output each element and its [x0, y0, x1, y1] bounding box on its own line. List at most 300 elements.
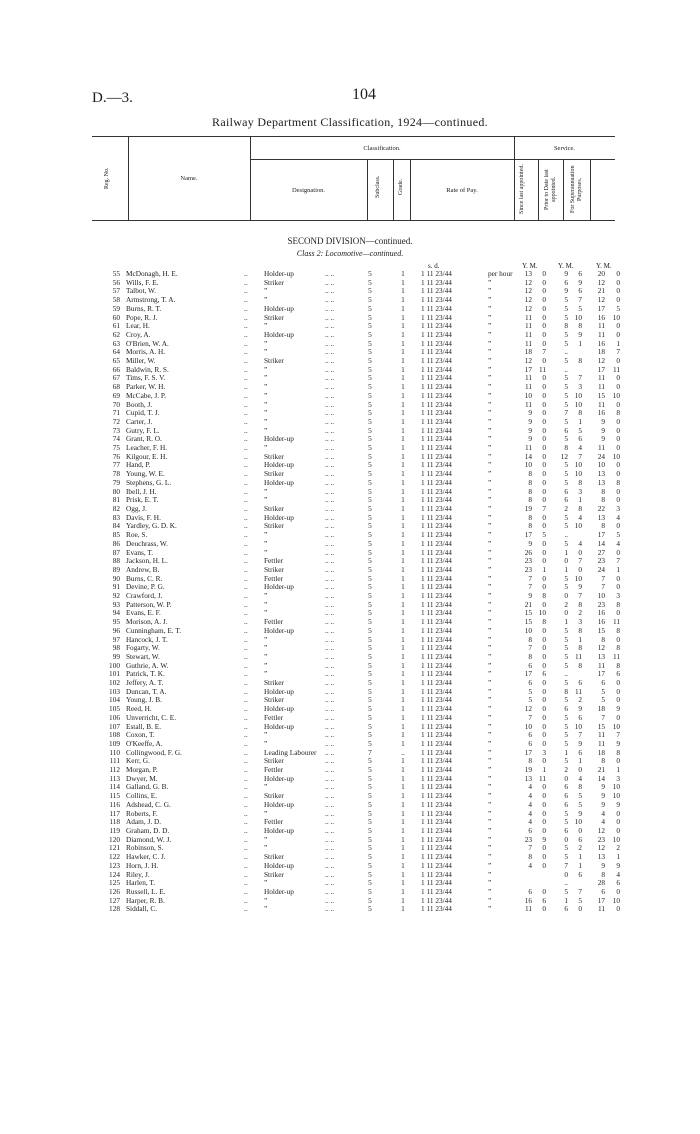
leader-dots: .. — [244, 573, 248, 583]
prior-months-cell: 10 — [574, 469, 582, 479]
super-months-cell: 1 — [616, 338, 620, 348]
reg-no-cell: 95 — [112, 617, 120, 627]
table-row — [0, 583, 700, 592]
leader-dots: .. .. — [325, 817, 335, 827]
prior-years-cell: 6 — [564, 486, 568, 496]
pay-unit-cell: ” — [488, 669, 492, 679]
prior-months-cell: 10 — [574, 573, 582, 583]
leader-dots: .. — [244, 286, 248, 296]
since-months-cell: 0 — [542, 799, 546, 809]
grade-cell: 1 — [401, 495, 405, 505]
prior-years-cell: 5 — [564, 303, 568, 313]
table-row — [0, 418, 700, 427]
prior-months-cell: 4 — [578, 443, 582, 453]
grade-cell: 1 — [401, 451, 405, 461]
super-months-cell: 0 — [616, 416, 620, 426]
designation-cell: Striker — [264, 756, 284, 766]
name-cell: Kilgour, E. H. — [126, 451, 168, 461]
table-row — [0, 270, 700, 279]
prior-years-cell: .. — [564, 530, 568, 540]
super-years-cell: 9 — [601, 791, 605, 801]
rate-of-pay-cell: 1 11 23/44 — [421, 530, 452, 540]
super-months-cell: 10 — [612, 451, 620, 461]
super-years-cell: 16 — [597, 617, 605, 627]
since-years-cell: 11 — [524, 399, 532, 409]
since-years-cell: 8 — [528, 756, 532, 766]
leader-dots: .. — [244, 669, 248, 679]
table-row — [0, 723, 700, 732]
name-cell: Wills, F. E. — [126, 277, 159, 287]
super-months-cell: 10 — [612, 834, 620, 844]
reg-no-cell: 69 — [112, 390, 120, 400]
pay-unit-cell: ” — [488, 495, 492, 505]
super-months-cell: 1 — [616, 564, 620, 574]
rate-of-pay-header: Rate of Pay. — [446, 187, 478, 194]
table-row — [0, 401, 700, 410]
designation-cell: Holder-up — [264, 686, 294, 696]
designation-cell: Striker — [264, 521, 284, 531]
name-cell: Hawker, C. J. — [126, 852, 166, 862]
super-years-cell: 5 — [601, 686, 605, 696]
service-header: Service. — [553, 145, 576, 152]
reg-no-cell: 114 — [109, 782, 120, 792]
super-years-cell: 16 — [597, 408, 605, 418]
leader-dots: .. .. — [325, 799, 335, 809]
leader-dots: .. .. — [325, 460, 335, 470]
prior-months-cell: 2 — [578, 608, 582, 618]
name-cell: Galland, G. B. — [126, 782, 169, 792]
since-years-cell: 10 — [524, 625, 532, 635]
subclass-cell: 5 — [368, 738, 372, 748]
since-years-cell: 8 — [528, 469, 532, 479]
grade-cell: 1 — [401, 599, 405, 609]
prior-months-cell: 6 — [578, 434, 582, 444]
since-months-cell: 0 — [542, 634, 546, 644]
super-months-cell: 0 — [616, 434, 620, 444]
rate-of-pay-cell: 1 11 23/44 — [421, 434, 452, 444]
since-years-cell: 15 — [524, 608, 532, 618]
prior-years-cell: 0 — [564, 834, 568, 844]
super-years-cell: 10 — [597, 591, 605, 601]
unit-ym-super: Y. M. — [596, 262, 612, 270]
subclass-cell: 5 — [368, 495, 372, 505]
prior-years-cell: 2 — [564, 503, 568, 513]
prior-years-cell: 5 — [564, 756, 568, 766]
leader-dots: .. — [244, 486, 248, 496]
name-cell: Evans, T. — [126, 547, 154, 557]
rate-of-pay-cell: 1 11 23/44 — [421, 591, 452, 601]
leader-dots: .. — [244, 834, 248, 844]
grade-cell: 1 — [401, 843, 405, 853]
leader-dots: .. — [244, 312, 248, 322]
grade-cell: 1 — [401, 443, 405, 453]
grade-cell: 1 — [401, 808, 405, 818]
designation-cell: Holder-up — [264, 704, 294, 714]
leader-dots: .. .. — [325, 886, 335, 896]
since-months-cell: 0 — [542, 277, 546, 287]
table-row — [0, 287, 700, 296]
leader-dots: .. .. — [325, 712, 335, 722]
subclass-cell: 5 — [368, 651, 372, 661]
reg-no-cell: 72 — [112, 416, 120, 426]
grade-cell: 1 — [401, 564, 405, 574]
rate-of-pay-cell: 1 11 23/44 — [421, 512, 452, 522]
name-cell: McCabe, J. P. — [126, 390, 166, 400]
prior-years-cell: 6 — [564, 782, 568, 792]
table-row — [0, 670, 700, 679]
table-row — [0, 322, 700, 331]
prior-years-cell: 5 — [564, 582, 568, 592]
leader-dots: .. — [244, 512, 248, 522]
subclass-cell: 5 — [368, 878, 372, 888]
grade-cell: 1 — [401, 338, 405, 348]
name-cell: Morgan, P. — [126, 765, 158, 775]
rate-of-pay-cell: 1 11 23/44 — [421, 695, 452, 705]
designation-cell: ” — [264, 834, 268, 844]
pay-unit-cell: per hour — [488, 269, 513, 278]
subclass-header: Subclass. — [375, 175, 381, 199]
prior-years-cell: 8 — [564, 321, 568, 331]
reg-no-cell: 88 — [112, 556, 120, 566]
super-years-cell: 7 — [601, 582, 605, 592]
division-heading: SECOND DIVISION—continued. — [287, 236, 413, 246]
table-row — [0, 766, 700, 775]
rate-of-pay-cell: 1 11 23/44 — [421, 312, 452, 322]
leader-dots: .. — [244, 599, 248, 609]
since-months-cell: 0 — [542, 329, 546, 339]
pay-unit-cell: ” — [488, 721, 492, 731]
prior-months-cell: 0 — [578, 765, 582, 775]
leader-dots: .. .. — [325, 530, 335, 540]
since-months-cell: 0 — [542, 808, 546, 818]
reg-no-cell: 125 — [109, 878, 120, 888]
name-cell: Reed, H. — [126, 704, 152, 714]
super-years-cell: 12 — [597, 643, 605, 653]
leader-dots: .. — [244, 678, 248, 688]
subclass-cell: 5 — [368, 886, 372, 896]
super-months-cell: 7 — [616, 730, 620, 740]
subclass-cell: 5 — [368, 321, 372, 331]
leader-dots: .. — [244, 547, 248, 557]
grade-cell: 1 — [401, 617, 405, 627]
leader-dots: .. .. — [325, 782, 335, 792]
super-months-cell: 7 — [616, 347, 620, 357]
prior-months-cell: 2 — [578, 843, 582, 853]
reg-no-cell: 120 — [109, 834, 120, 844]
leader-dots: .. .. — [325, 416, 335, 426]
since-years-cell: 18 — [524, 347, 532, 357]
prior-years-cell: 9 — [564, 269, 568, 278]
rate-of-pay-cell: 1 11 23/44 — [421, 738, 452, 748]
rate-of-pay-cell: 1 11 23/44 — [421, 765, 452, 775]
grade-cell: 1 — [401, 425, 405, 435]
since-years-cell: 7 — [528, 643, 532, 653]
since-years-cell: 21 — [524, 599, 532, 609]
rate-of-pay-cell: 1 11 23/44 — [421, 634, 452, 644]
reg-no-cell: 127 — [109, 895, 120, 905]
prior-years-cell: 2 — [564, 765, 568, 775]
subclass-cell: 5 — [368, 460, 372, 470]
rate-of-pay-cell: 1 11 23/44 — [421, 826, 452, 835]
since-months-cell: 3 — [542, 747, 546, 757]
grade-cell: 1 — [401, 582, 405, 592]
since-months-cell: 0 — [542, 573, 546, 583]
prior-months-cell: 6 — [578, 869, 582, 879]
pay-unit-cell: ” — [488, 460, 492, 470]
since-years-cell: 5 — [528, 695, 532, 705]
reg-no-cell: 126 — [109, 886, 120, 896]
subclass-cell: 5 — [368, 782, 372, 792]
rate-of-pay-cell: 1 11 23/44 — [421, 443, 452, 453]
leader-dots: .. .. — [325, 904, 335, 914]
prior-months-cell: 10 — [574, 399, 582, 409]
super-years-cell: 17 — [597, 530, 605, 540]
leader-dots: .. .. — [325, 878, 335, 888]
name-cell: Young, J. B. — [126, 695, 162, 705]
grade-cell: 1 — [401, 886, 405, 896]
pay-unit-cell: ” — [488, 686, 492, 696]
prior-months-cell: 9 — [578, 704, 582, 714]
super-months-cell: 10 — [612, 390, 620, 400]
leader-dots: .. — [244, 364, 248, 374]
reg-no-cell: 64 — [112, 347, 120, 357]
table-row — [0, 470, 700, 479]
prior-years-cell: 6 — [564, 277, 568, 287]
since-years-cell: 7 — [528, 582, 532, 592]
reg-no-cell: 67 — [112, 373, 120, 383]
table-row — [0, 801, 700, 810]
since-years-cell: 8 — [528, 852, 532, 862]
prior-years-cell: 6 — [564, 799, 568, 809]
leader-dots: .. — [244, 303, 248, 313]
rate-of-pay-cell: 1 11 23/44 — [421, 808, 452, 818]
leader-dots: .. — [244, 782, 248, 792]
leader-dots: .. — [244, 582, 248, 592]
subclass-cell: 5 — [368, 303, 372, 313]
name-cell: Cupid, T. J. — [126, 408, 160, 418]
prior-years-cell: .. — [564, 878, 568, 888]
leader-dots: .. .. — [325, 573, 335, 583]
prior-years-cell: 5 — [564, 643, 568, 653]
designation-cell: ” — [264, 651, 268, 661]
name-cell: Morison, A. J. — [126, 617, 168, 627]
subclass-cell: 5 — [368, 530, 372, 540]
super-years-cell: 21 — [597, 286, 605, 296]
table-row — [0, 435, 700, 444]
super-years-cell: 11 — [597, 321, 605, 331]
pay-unit-cell: ” — [488, 791, 492, 801]
leader-dots: .. .. — [325, 434, 335, 444]
since-months-cell: 0 — [542, 416, 546, 426]
subclass-cell: 5 — [368, 904, 372, 914]
super-months-cell: 0 — [616, 686, 620, 696]
grade-cell: 1 — [401, 712, 405, 722]
reg-no-cell: 76 — [112, 451, 120, 461]
leader-dots: .. — [244, 643, 248, 653]
name-cell: Jeffery, A. T. — [126, 678, 164, 688]
reg-no-cell: 81 — [112, 495, 120, 505]
rate-of-pay-cell: 1 11 23/44 — [421, 373, 452, 383]
designation-cell: ” — [264, 608, 268, 618]
leader-dots: .. — [244, 356, 248, 366]
reg-no-cell: 99 — [112, 651, 120, 661]
since-years-cell: 19 — [524, 503, 532, 513]
since-years-cell: 4 — [528, 799, 532, 809]
prior-years-cell: 6 — [564, 425, 568, 435]
table-row — [0, 479, 700, 488]
super-years-cell: 28 — [597, 878, 605, 888]
super-months-cell: 0 — [616, 460, 620, 470]
since-months-cell: 5 — [542, 530, 546, 540]
subclass-cell: 5 — [368, 582, 372, 592]
rate-of-pay-cell: 1 11 23/44 — [421, 303, 452, 313]
reg-no-cell: 59 — [112, 303, 120, 313]
since-years-cell: 9 — [528, 408, 532, 418]
name-cell: Patterson, W. P. — [126, 599, 172, 609]
designation-cell: Holder-up — [264, 477, 294, 487]
designation-cell: ” — [264, 599, 268, 609]
prior-years-cell: 5 — [564, 390, 568, 400]
prior-months-cell: 1 — [578, 860, 582, 870]
designation-cell: Fettler — [264, 712, 284, 722]
prior-months-cell: 6 — [578, 269, 582, 278]
table-row — [0, 496, 700, 505]
super-years-cell: 13 — [597, 512, 605, 522]
designation-cell: ” — [264, 738, 268, 748]
leader-dots: .. — [244, 347, 248, 357]
grade-cell: 1 — [401, 678, 405, 688]
reg-no-cell: 119 — [109, 826, 120, 835]
since-years-cell: 4 — [528, 860, 532, 870]
since-months-cell: 0 — [542, 434, 546, 444]
super-months-cell: 4 — [616, 869, 620, 879]
name-cell: Harlen, T. — [126, 878, 156, 888]
pay-unit-cell: ” — [488, 808, 492, 818]
leader-dots: .. — [244, 686, 248, 696]
prior-months-cell: 10 — [574, 521, 582, 531]
leader-dots: .. — [244, 756, 248, 766]
leader-dots: .. .. — [325, 564, 335, 574]
name-cell: O'Keeffe, A. — [126, 738, 163, 748]
pay-unit-cell: ” — [488, 799, 492, 809]
leader-dots: .. .. — [325, 408, 335, 418]
since-years-cell: 6 — [528, 826, 532, 835]
super-years-cell: 23 — [597, 556, 605, 566]
table-row — [0, 427, 700, 436]
super-years-cell: 16 — [597, 312, 605, 322]
reg-no-cell: 94 — [112, 608, 120, 618]
rate-of-pay-cell: 1 11 23/44 — [421, 486, 452, 496]
table-row — [0, 653, 700, 662]
rate-of-pay-cell: 1 11 23/44 — [421, 460, 452, 470]
super-years-cell: 27 — [597, 547, 605, 557]
grade-cell: 1 — [401, 469, 405, 479]
pay-unit-cell: ” — [488, 364, 492, 374]
subclass-cell: 5 — [368, 425, 372, 435]
subclass-cell: 5 — [368, 808, 372, 818]
table-row — [0, 575, 700, 584]
subclass-cell: 5 — [368, 817, 372, 827]
since-months-cell: 0 — [542, 556, 546, 566]
grade-cell: 1 — [401, 277, 405, 287]
grade-cell: 1 — [401, 347, 405, 357]
super-months-cell: 6 — [616, 669, 620, 679]
since-years-cell: 12 — [524, 303, 532, 313]
since-months-cell: 0 — [542, 886, 546, 896]
leader-dots: .. .. — [325, 834, 335, 844]
prior-months-cell: 9 — [578, 329, 582, 339]
leader-dots: .. — [244, 443, 248, 453]
leader-dots: .. .. — [325, 321, 335, 331]
reg-no-cell: 116 — [109, 799, 120, 809]
name-cell: Stephens, G. L. — [126, 477, 172, 487]
rate-of-pay-cell: 1 11 23/44 — [421, 390, 452, 400]
super-months-cell: 0 — [616, 521, 620, 531]
table-row — [0, 696, 700, 705]
grade-cell: 1 — [401, 799, 405, 809]
prior-years-cell: 5 — [564, 356, 568, 366]
table-row — [0, 897, 700, 906]
name-cell: Yardley, G. D. K. — [126, 521, 177, 531]
pay-unit-cell: ” — [488, 321, 492, 331]
subclass-cell: 5 — [368, 826, 372, 835]
leader-dots: .. .. — [325, 373, 335, 383]
since-months-cell: 0 — [542, 547, 546, 557]
name-cell: Duncan, T. A. — [126, 686, 167, 696]
pay-unit-cell: ” — [488, 643, 492, 653]
prior-months-cell: 0 — [578, 904, 582, 914]
reg-no-cell: 93 — [112, 599, 120, 609]
super-months-cell: 8 — [616, 599, 620, 609]
rate-of-pay-cell: 1 11 23/44 — [421, 599, 452, 609]
leader-dots: .. — [244, 521, 248, 531]
super-years-cell: 9 — [601, 416, 605, 426]
super-years-cell: 9 — [601, 434, 605, 444]
super-months-cell: 8 — [616, 477, 620, 487]
name-cell: Graham, D. D. — [126, 826, 170, 835]
prior-years-cell: 0 — [564, 773, 568, 783]
since-months-cell: 0 — [542, 408, 546, 418]
prior-months-cell: 6 — [578, 834, 582, 844]
leader-dots: .. — [244, 451, 248, 461]
name-cell: Hand, P. — [126, 460, 151, 470]
table-row — [0, 374, 700, 383]
leader-dots: .. — [244, 765, 248, 775]
designation-cell: ” — [264, 547, 268, 557]
prior-months-cell: 10 — [574, 817, 582, 827]
since-months-cell: 0 — [542, 695, 546, 705]
super-months-cell: 0 — [616, 886, 620, 896]
designation-cell: ” — [264, 669, 268, 679]
rate-of-pay-cell: 1 11 23/44 — [421, 669, 452, 679]
reg-no-cell: 65 — [112, 356, 120, 366]
prior-months-cell: 2 — [578, 695, 582, 705]
reg-no-cell: 109 — [109, 738, 120, 748]
reg-no-cell: 124 — [109, 869, 120, 879]
name-cell: Kerr, G. — [126, 756, 150, 766]
super-years-cell: 14 — [597, 538, 605, 548]
rate-of-pay-cell: 1 11 23/44 — [421, 573, 452, 583]
rate-of-pay-cell: 1 11 23/44 — [421, 904, 452, 914]
since-months-cell: 11 — [538, 364, 546, 374]
super-years-cell: 5 — [601, 695, 605, 705]
prior-years-cell: 5 — [564, 634, 568, 644]
name-cell: Adam, J. D. — [126, 817, 162, 827]
prior-months-cell: 3 — [578, 382, 582, 392]
super-months-cell: 0 — [616, 382, 620, 392]
super-years-cell: 12 — [597, 843, 605, 853]
since-years-cell: 11 — [524, 382, 532, 392]
